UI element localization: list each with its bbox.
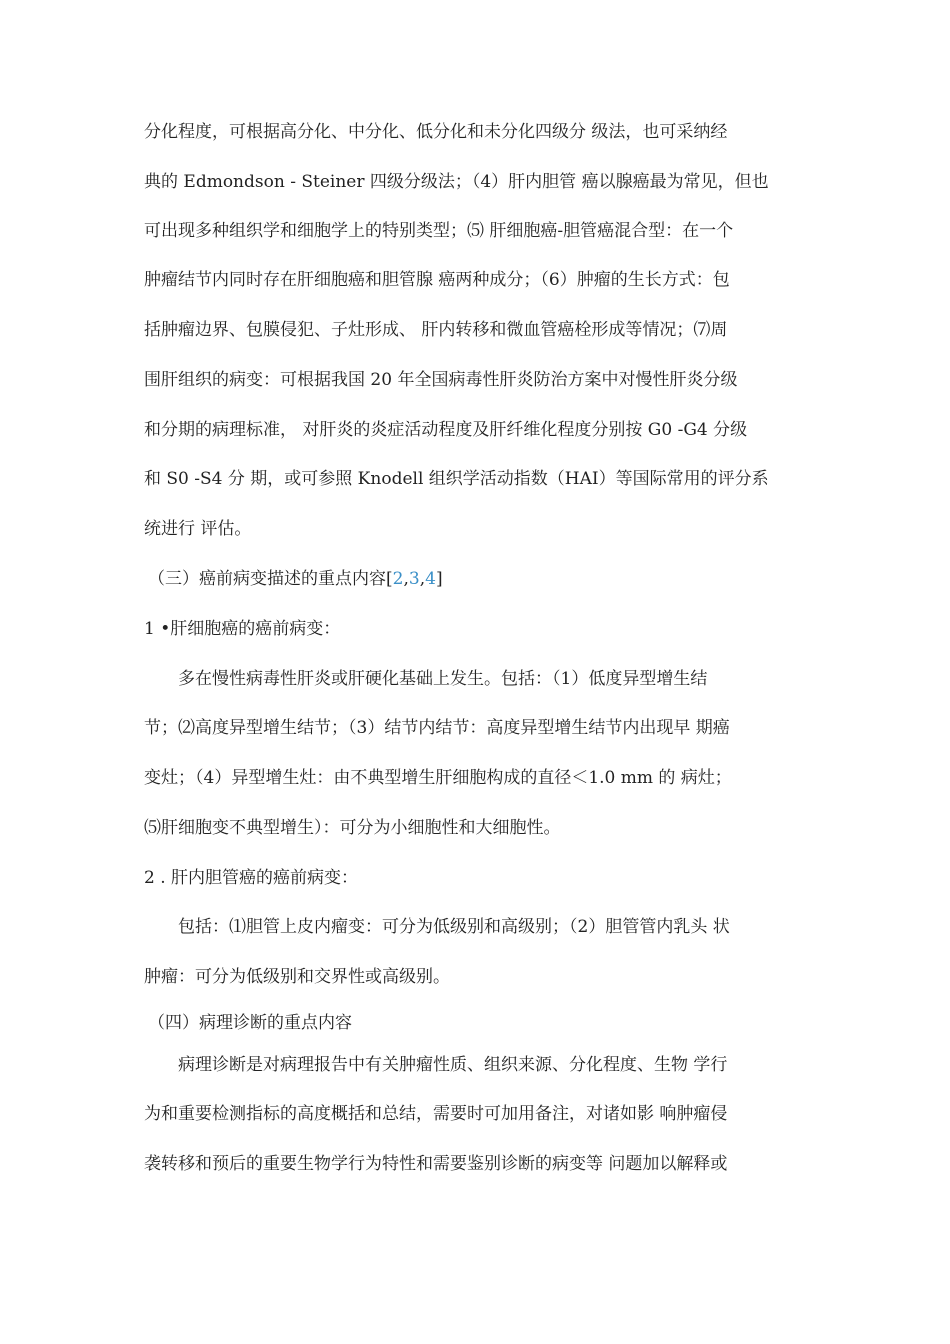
text-line: 括肿瘤边界、包膜侵犯、子灶形成、 肝内转移和微血管癌栓形成等情况；⑺周: [144, 320, 728, 340]
text-line: 肿瘤：可分为低级别和交界性或高级别。: [144, 967, 450, 987]
text-line: 统进行 评估。: [144, 519, 252, 539]
ref-separator: ,: [419, 569, 426, 589]
text-line: 典的 Edmondson - Steiner 四级分级法；（4）肝内胆管 癌以腺癌最为常见，但也: [144, 172, 769, 192]
text-line: 肿瘤结节内同时存在肝细胞癌和胆管腺 癌两种成分；（6）肿瘤的生长方式：包: [144, 270, 730, 290]
reference-link-3[interactable]: 3: [408, 569, 420, 589]
text-line: 病理诊断是对病理报告中有关肿瘤性质、组织来源、分化程度、生物 学行: [178, 1055, 728, 1075]
text-line: 围肝组织的病变：可根据我国 20 年全国病毒性肝炎防治方案中对慢性肝炎分级: [144, 370, 738, 390]
heading-text: ]: [435, 569, 443, 589]
text-line: 袭转移和预后的重要生物学行为特性和需要鉴别诊断的病变等 问题加以解释或: [144, 1154, 728, 1174]
subheading-hcc-precancerous: 1 •肝细胞癌的癌前病变：: [144, 619, 341, 639]
reference-link-2[interactable]: 2: [392, 569, 404, 589]
text-line: 分化程度，可根据高分化、中分化、低分化和未分化四级分 级法，也可采纳经: [144, 122, 728, 142]
text-line: 和 S0 -S4 分 期，或可参照 Knodell 组织学活动指数（HAI）等国际常用的评分系: [144, 469, 769, 489]
text-line: ⑸肝细胞变不典型增生）：可分为小细胞性和大细胞性。: [144, 818, 561, 838]
text-line: 和分期的病理标准， 对肝炎的炎症活动程度及肝纤维化程度分别按 G0 -G4 分级: [144, 420, 748, 440]
ref-separator: ,: [403, 569, 409, 589]
text-line: 可出现多种组织学和细胞学上的特别类型；⑸ 肝细胞癌-胆管癌混合型：在一个: [144, 221, 734, 241]
text-line: 变灶；（4）异型增生灶：由不典型增生肝细胞构成的直径＜1.0 mm 的 病灶；: [144, 768, 732, 788]
text-line: 包括：⑴胆管上皮内瘤变：可分为低级别和高级别；（2）胆管管内乳头 状: [178, 917, 730, 937]
subheading-icc-precancerous: 2 . 肝内胆管癌的癌前病变：: [144, 868, 359, 888]
section-heading-diagnosis: （四）病理诊断的重点内容: [148, 1013, 352, 1033]
text-line: 多在慢性病毒性肝炎或肝硬化基础上发生。包括：（1）低度异型增生结: [178, 669, 708, 689]
text-line: 节；⑵高度异型增生结节；（3）结节内结节：高度异型增生结节内出现早 期癌: [144, 718, 730, 738]
reference-link-4[interactable]: 4: [425, 569, 436, 589]
section-heading-precancerous: [148, 567, 828, 591]
heading-text: （三）癌前病变描述的重点内容[: [148, 569, 393, 589]
text-line: 为和重要检测指标的高度概括和总结，需要时可加用备注，对诸如影 响肿瘤侵: [144, 1104, 728, 1124]
